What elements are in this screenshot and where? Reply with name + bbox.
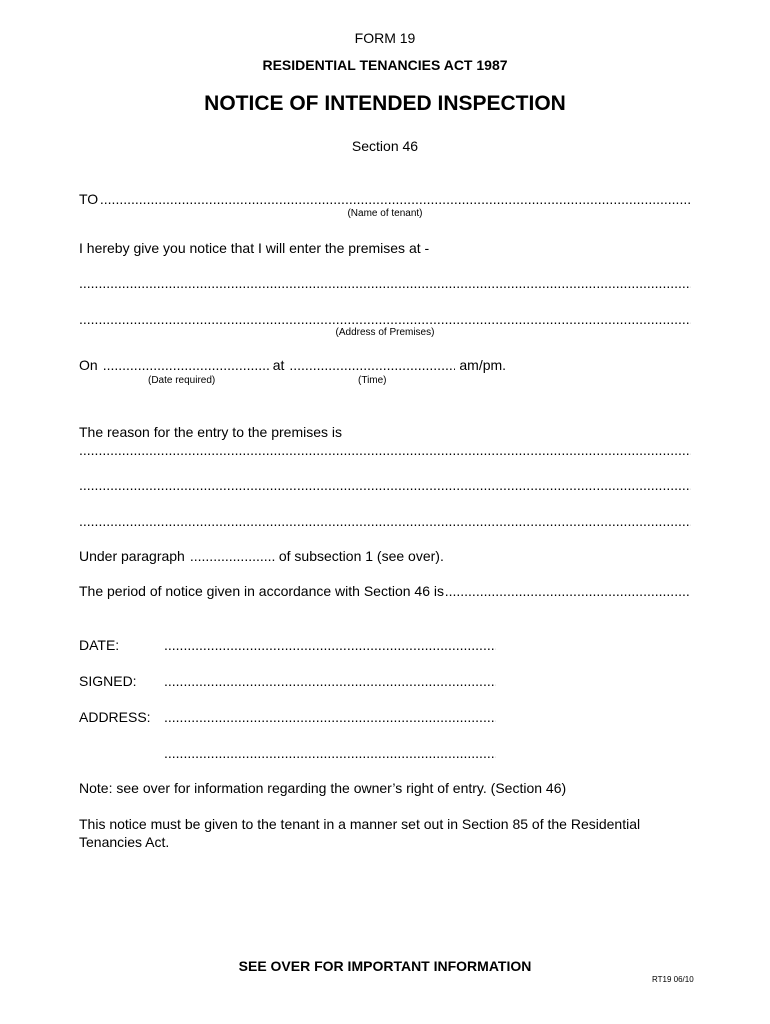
reason-line-2-row [79,477,691,493]
paragraph-prefix: Under paragraph [79,548,185,564]
at-label: at [272,357,285,373]
delivery-instruction-line-2: Tenancies Act. [79,834,170,850]
date-required-hint: (Date required) [148,375,216,386]
premises-address-line-2[interactable] [79,311,691,327]
notice-period-field[interactable] [445,583,691,599]
on-label: On [79,357,98,373]
reason-line-3-row [79,513,691,529]
tenant-name-hint: (Name of tenant) [347,208,423,219]
date-required-field[interactable] [103,357,269,373]
page-title: NOTICE OF INTENDED INSPECTION [204,92,566,115]
notice-period-row [79,583,691,599]
address-label: ADDRESS: [79,709,151,725]
date-time-row [79,357,506,373]
premises-address-line-1[interactable] [79,275,691,291]
address-line-1-row [79,275,691,291]
tenant-name-field[interactable] [100,191,691,207]
signer-address-line-1[interactable] [164,709,496,725]
reason-line-2[interactable] [79,477,691,493]
section-reference: Section 46 [351,138,419,154]
signer-address-line-2[interactable] [164,745,496,761]
paragraph-field[interactable] [190,548,275,564]
to-label: TO [79,191,99,207]
paragraph-suffix: of subsection 1 (see over). [278,548,444,564]
act-name: RESIDENTIAL TENANCIES ACT 1987 [262,57,508,73]
time-hint: (Time) [358,375,387,386]
date-field[interactable] [164,637,496,653]
reason-line-3[interactable] [79,513,691,529]
reason-line-1[interactable] [79,442,691,458]
address-line-2-row [79,311,691,327]
see-over-notice: SEE OVER FOR IMPORTANT INFORMATION [238,958,532,974]
tenant-name-row [79,191,691,207]
notice-period-label: The period of notice given in accordance with Section 46 is [79,583,444,599]
reason-line-1-row [79,442,691,458]
form-code: RT19 06/10 [652,975,694,984]
right-of-entry-note: Note: see over for information regarding the owner’s right of entry. (Section 46) [79,780,567,796]
ampm-label: am/pm. [459,357,507,373]
signed-field[interactable] [164,673,496,689]
address-hint: (Address of Premises) [335,327,435,338]
signed-label: SIGNED: [79,673,137,689]
reason-label: The reason for the entry to the premises is [79,424,343,440]
delivery-instruction-line-1: This notice must be given to the tenant in a manner set out in Section 85 of the Residential [79,816,641,832]
date-label: DATE: [79,637,120,653]
notice-intro: I hereby give you notice that I will enter the premises at - [79,240,430,256]
paragraph-row [79,548,444,564]
form-number: FORM 19 [354,30,416,46]
time-field[interactable] [289,357,455,373]
